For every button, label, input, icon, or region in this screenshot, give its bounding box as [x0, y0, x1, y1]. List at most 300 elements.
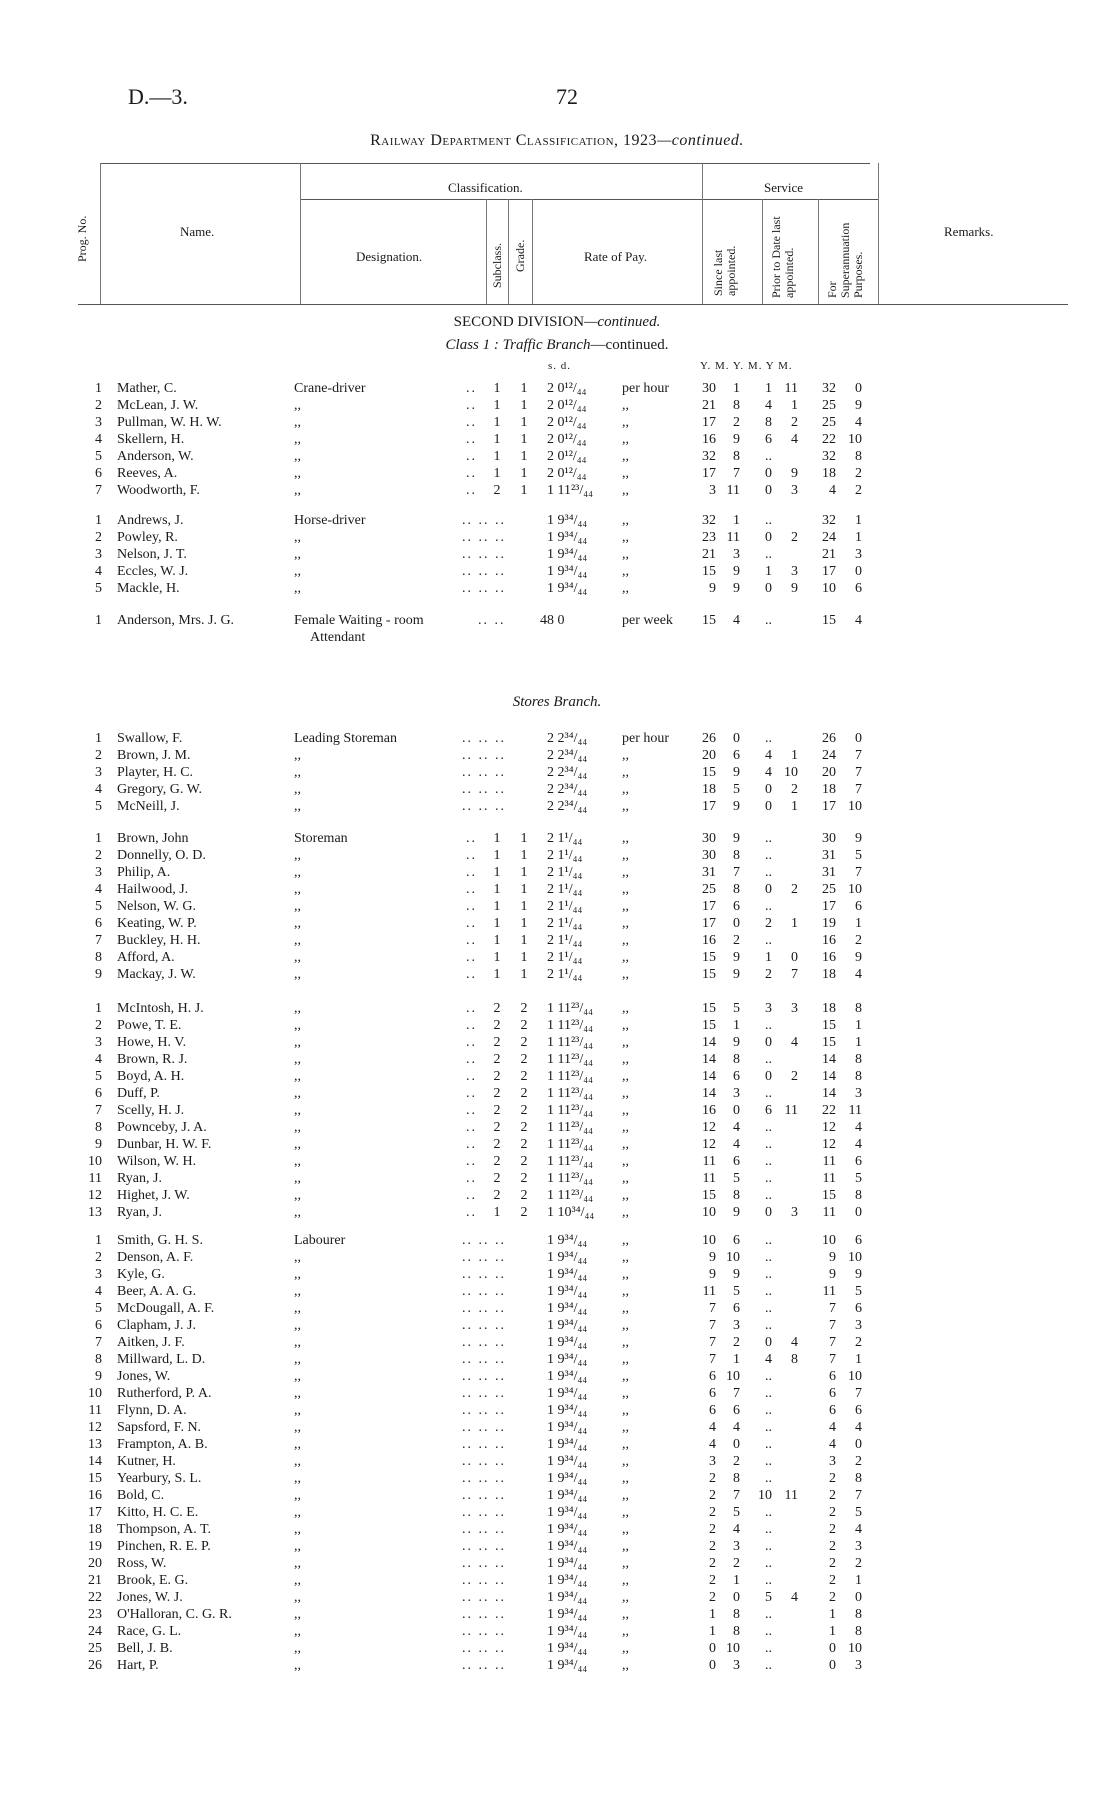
- prior-years: 2: [765, 916, 772, 931]
- prog-no: 23: [88, 1607, 102, 1622]
- employee-name: Denson, A. F.: [117, 1250, 194, 1265]
- since-last-months: 2: [733, 415, 740, 430]
- super-years: 2: [829, 1573, 836, 1588]
- pay-period: ,,: [622, 432, 629, 447]
- table-row: [0, 1351, 1114, 1368]
- since-last-months: 5: [733, 1171, 740, 1186]
- super-months: 7: [855, 765, 862, 780]
- stores-branch-title: Stores Branch.: [512, 694, 602, 710]
- pay-units: s. d.: [548, 360, 572, 372]
- prior-months: 9: [791, 581, 798, 596]
- designation: ,,: [294, 916, 301, 931]
- super-months: 7: [855, 865, 862, 880]
- rate-of-pay: 1 9³⁴/₄₄: [547, 1505, 588, 1520]
- leader-dots: ..: [466, 1188, 477, 1203]
- rate-of-pay: 1 9³⁴/₄₄: [547, 1641, 588, 1656]
- employee-name: McNeill, J.: [117, 799, 180, 814]
- employee-name: Nelson, W. G.: [117, 899, 196, 914]
- table-row: [0, 1368, 1114, 1385]
- super-years: 2: [829, 1539, 836, 1554]
- prog-no: 3: [95, 415, 102, 430]
- leader-dots: .. .. ..: [462, 1284, 506, 1299]
- prog-no: 8: [95, 950, 102, 965]
- super-months: 8: [855, 1069, 862, 1084]
- table-row: [0, 482, 1114, 499]
- leader-dots: .. .. ..: [462, 731, 506, 746]
- prior-years: ..: [765, 1137, 772, 1152]
- subclass: 1: [493, 398, 501, 413]
- prior-years: ..: [765, 1539, 772, 1554]
- table-row: [0, 847, 1114, 864]
- prog-no: 25: [88, 1641, 102, 1656]
- rate-of-pay: 1 10³⁴/₄₄: [547, 1205, 595, 1220]
- leader-dots: ..: [466, 1001, 477, 1016]
- prior-years: ..: [765, 1120, 772, 1135]
- super-months: 3: [855, 547, 862, 562]
- rate-of-pay: 2 2³⁴/₄₄: [547, 748, 588, 763]
- since-last-months: 0: [733, 916, 740, 931]
- rate-of-pay: 2 0¹²/₄₄: [547, 432, 587, 447]
- leader-dots: ..: [466, 916, 477, 931]
- since-last-years: 17: [702, 916, 716, 931]
- rate-of-pay: 1 9³⁴/₄₄: [547, 1471, 588, 1486]
- super-months: 5: [855, 1171, 862, 1186]
- super-months: 1: [855, 916, 862, 931]
- subclass: 2: [493, 1001, 501, 1016]
- table-row: [0, 1153, 1114, 1170]
- prior-months: 2: [791, 530, 798, 545]
- super-years: 2: [829, 1522, 836, 1537]
- super-years: 9: [829, 1250, 836, 1265]
- super-months: 9: [855, 950, 862, 965]
- super-years: 6: [829, 1403, 836, 1418]
- leader-dots: .. .. ..: [462, 1420, 506, 1435]
- subclass: 1: [493, 1205, 501, 1220]
- designation: Leading Storeman: [294, 731, 398, 746]
- leader-dots: ..: [466, 1052, 477, 1067]
- since-last-years: 11: [702, 1284, 716, 1299]
- prog-no: 24: [88, 1624, 102, 1639]
- since-last-years: 2: [709, 1573, 716, 1588]
- since-last-years: 14: [702, 1052, 716, 1067]
- designation: ,,: [294, 1052, 301, 1067]
- prior-years: ..: [765, 731, 772, 746]
- rate-of-pay: 1 9³⁴/₄₄: [547, 1573, 588, 1588]
- table-row: [0, 1051, 1114, 1068]
- designation: ,,: [294, 882, 301, 897]
- super-years: 22: [822, 1103, 836, 1118]
- since-last-years: 2: [709, 1556, 716, 1571]
- since-last-years: 2: [709, 1539, 716, 1554]
- leader-dots: ..: [466, 865, 477, 880]
- rate-of-pay: 1 9³⁴/₄₄: [547, 1658, 588, 1673]
- leader-dots: .. .. ..: [462, 1250, 506, 1265]
- since-last-months: 3: [733, 1318, 740, 1333]
- super-months: 8: [855, 1624, 862, 1639]
- employee-name: Duff, P.: [117, 1086, 160, 1101]
- table-row-continued: [0, 629, 1114, 646]
- designation: ,,: [294, 1556, 301, 1571]
- pay-period: ,,: [622, 1250, 629, 1265]
- prior-years: ..: [765, 1573, 772, 1588]
- since-last-years: 20: [702, 748, 716, 763]
- superannuation-header: For Superannuation Purposes.: [825, 222, 865, 298]
- pay-period: ,,: [622, 1267, 629, 1282]
- since-last-months: 0: [733, 1437, 740, 1452]
- since-last-months: 4: [733, 1522, 740, 1537]
- prog-no: 5: [95, 581, 102, 596]
- since-last-years: 21: [702, 398, 716, 413]
- subclass-header: Subclass.: [490, 243, 504, 288]
- rate-of-pay: 1 9³⁴/₄₄: [547, 1267, 588, 1282]
- employee-name: Anderson, W.: [117, 449, 194, 464]
- employee-name: Flynn, D. A.: [117, 1403, 187, 1418]
- subclass: 1: [493, 381, 501, 396]
- super-months: 10: [848, 1641, 862, 1656]
- employee-name: Mackle, H.: [117, 581, 180, 596]
- rate-of-pay: 1 11²³/₄₄: [547, 1069, 594, 1084]
- employee-name: Mather, C.: [117, 381, 177, 396]
- super-years: 17: [822, 564, 836, 579]
- since-last-months: 8: [733, 1188, 740, 1203]
- table-row: [0, 1657, 1114, 1674]
- leader-dots: .. .. ..: [462, 530, 506, 545]
- pay-period: ,,: [622, 1188, 629, 1203]
- super-years: 10: [822, 1233, 836, 1248]
- super-years: 2: [829, 1505, 836, 1520]
- subclass: 1: [493, 831, 501, 846]
- prior-years: ..: [765, 1471, 772, 1486]
- rate-of-pay: 1 9³⁴/₄₄: [547, 1318, 588, 1333]
- rate-of-pay: 1 9³⁴/₄₄: [547, 1590, 588, 1605]
- prog-no: 5: [95, 449, 102, 464]
- division-heading: [0, 314, 1114, 331]
- since-last-months: 9: [733, 765, 740, 780]
- employee-name: Anderson, Mrs. J. G.: [117, 613, 235, 628]
- pay-period: ,,: [622, 466, 629, 481]
- rate-of-pay: 1 9³⁴/₄₄: [547, 1522, 588, 1537]
- designation: ,,: [294, 1573, 301, 1588]
- since-last-years: 21: [702, 547, 716, 562]
- pay-period: ,,: [622, 564, 629, 579]
- prior-years: ..: [765, 1301, 772, 1316]
- employee-name: Clapham, J. J.: [117, 1318, 196, 1333]
- super-years: 18: [822, 466, 836, 481]
- since-last-years: 4: [709, 1420, 716, 1435]
- designation: ,,: [294, 950, 301, 965]
- prog-no: 22: [88, 1590, 102, 1605]
- super-years: 32: [822, 449, 836, 464]
- employee-name: Scelly, H. J.: [117, 1103, 185, 1118]
- super-months: 0: [855, 1590, 862, 1605]
- table-row: [0, 1119, 1114, 1136]
- leader-dots: .. .. ..: [462, 1522, 506, 1537]
- prog-no: 8: [95, 1352, 102, 1367]
- employee-name: Ryan, J.: [117, 1171, 162, 1186]
- since-last-years: 2: [709, 1522, 716, 1537]
- prior-years: ..: [765, 1522, 772, 1537]
- prog-no: 21: [88, 1573, 102, 1588]
- prog-no: 3: [95, 865, 102, 880]
- grade: 2: [520, 1171, 528, 1186]
- table-row: [0, 1555, 1114, 1572]
- subclass: 2: [493, 1018, 501, 1033]
- super-months: 6: [855, 1154, 862, 1169]
- subclass: 2: [493, 1086, 501, 1101]
- rate-of-pay: 1 9³⁴/₄₄: [547, 1233, 588, 1248]
- super-months: 6: [855, 899, 862, 914]
- super-years: 2: [829, 1590, 836, 1605]
- since-last-months: 10: [726, 1250, 740, 1265]
- pay-period: ,,: [622, 848, 629, 863]
- rate-of-pay: 1 11²³/₄₄: [547, 1035, 594, 1050]
- super-years: 15: [822, 1035, 836, 1050]
- prior-months: 4: [791, 1335, 798, 1350]
- prog-no: 4: [95, 782, 102, 797]
- table-row: [0, 1470, 1114, 1487]
- since-last-months: 9: [733, 432, 740, 447]
- super-months: 4: [855, 1420, 862, 1435]
- table-row: [0, 1436, 1114, 1453]
- pay-period: ,,: [622, 1018, 629, 1033]
- rate-of-pay: 1 9³⁴/₄₄: [547, 1301, 588, 1316]
- super-years: 7: [829, 1318, 836, 1333]
- prior-years: ..: [765, 1454, 772, 1469]
- since-last-months: 2: [733, 1335, 740, 1350]
- stores-branch-heading: [0, 694, 1114, 711]
- designation: ,,: [294, 1018, 301, 1033]
- super-years: 17: [822, 799, 836, 814]
- since-last-years: 6: [709, 1386, 716, 1401]
- leader-dots: .. .. ..: [462, 1505, 506, 1520]
- pay-period: ,,: [622, 1086, 629, 1101]
- rate-of-pay: 2 2³⁴/₄₄: [547, 765, 588, 780]
- subclass: 2: [493, 1069, 501, 1084]
- super-months: 8: [855, 1052, 862, 1067]
- employee-name: Playter, H. C.: [117, 765, 194, 780]
- super-months: 1: [855, 530, 862, 545]
- page-title: [0, 132, 1114, 150]
- prog-no: 1: [95, 831, 102, 846]
- prior-years: ..: [765, 831, 772, 846]
- super-months: 8: [855, 449, 862, 464]
- super-months: 10: [848, 1250, 862, 1265]
- since-last-months: 3: [733, 1539, 740, 1554]
- designation: ,,: [294, 1471, 301, 1486]
- super-months: 10: [848, 799, 862, 814]
- since-last-months: 9: [733, 1205, 740, 1220]
- pay-period: ,,: [622, 1607, 629, 1622]
- super-months: 2: [855, 1556, 862, 1571]
- designation: Horse-driver: [294, 513, 366, 528]
- pay-period: ,,: [622, 1120, 629, 1135]
- table-row: [0, 932, 1114, 949]
- pay-period: ,,: [622, 1154, 629, 1169]
- pay-period: ,,: [622, 1335, 629, 1350]
- leader-dots: ..: [466, 1035, 477, 1050]
- subclass: 1: [493, 967, 501, 982]
- employee-name: Pinchen, R. E. P.: [117, 1539, 211, 1554]
- super-months: 0: [855, 731, 862, 746]
- since-last-years: 2: [709, 1471, 716, 1486]
- pay-period: ,,: [622, 513, 629, 528]
- grade: 1: [520, 848, 528, 863]
- rate-of-pay: 1 11²³/₄₄: [547, 1086, 594, 1101]
- since-last-years: 23: [702, 530, 716, 545]
- designation: ,,: [294, 1403, 301, 1418]
- prior-months: 3: [791, 483, 798, 498]
- designation: ,,: [294, 1539, 301, 1554]
- super-months: 4: [855, 1522, 862, 1537]
- super-years: 15: [822, 613, 836, 628]
- since-last-years: 14: [702, 1069, 716, 1084]
- pay-period: ,,: [622, 933, 629, 948]
- super-months: 1: [855, 1352, 862, 1367]
- prog-no: 4: [95, 882, 102, 897]
- table-row: [0, 1606, 1114, 1623]
- table-row: [0, 512, 1114, 529]
- grade: 1: [520, 398, 528, 413]
- table-row: [0, 1538, 1114, 1555]
- employee-name: Highet, J. W.: [117, 1188, 190, 1203]
- subclass: 1: [493, 848, 501, 863]
- rate-of-pay: 2 1¹/₄₄: [547, 848, 583, 863]
- name-header: Name.: [180, 224, 215, 239]
- prog-no: 6: [95, 466, 102, 481]
- super-years: 11: [822, 1154, 836, 1169]
- since-last-months: 8: [733, 1471, 740, 1486]
- prior-years: ..: [765, 449, 772, 464]
- super-months: 8: [855, 1607, 862, 1622]
- table-row: [0, 881, 1114, 898]
- employee-name: Smith, G. H. S.: [117, 1233, 203, 1248]
- table-row: [0, 1000, 1114, 1017]
- super-months: 9: [855, 831, 862, 846]
- document-code: D.—3.: [128, 84, 188, 109]
- employee-name: Gregory, G. W.: [117, 782, 203, 797]
- prog-no: 3: [95, 765, 102, 780]
- leader-dots: ..: [466, 950, 477, 965]
- super-months: 4: [855, 415, 862, 430]
- super-years: 14: [822, 1069, 836, 1084]
- super-months: 2: [855, 483, 862, 498]
- since-last-months: 9: [733, 967, 740, 982]
- subclass: 1: [493, 899, 501, 914]
- leader-dots: ..: [466, 1154, 477, 1169]
- employee-name: Kitto, H. C. E.: [117, 1505, 199, 1520]
- leader-dots: .. .. ..: [462, 1301, 506, 1316]
- super-months: 10: [848, 1369, 862, 1384]
- since-last-years: 7: [709, 1301, 716, 1316]
- employee-name: Wilson, W. H.: [117, 1154, 197, 1169]
- rate-of-pay: 1 9³⁴/₄₄: [547, 1624, 588, 1639]
- pay-period: ,,: [622, 1035, 629, 1050]
- since-last-months: 5: [733, 1505, 740, 1520]
- employee-name: Sapsford, F. N.: [117, 1420, 202, 1435]
- subclass: 2: [493, 1154, 501, 1169]
- employee-name: Powe, T. E.: [117, 1018, 182, 1033]
- designation: ,,: [294, 1120, 301, 1135]
- employee-name: Bold, C.: [117, 1488, 165, 1503]
- employee-name: Donnelly, O. D.: [117, 848, 206, 863]
- rate-of-pay: 1 11²³/₄₄: [547, 1052, 594, 1067]
- leader-dots: .. .. ..: [462, 1573, 506, 1588]
- since-last-years: 31: [702, 865, 716, 880]
- employee-name: Howe, H. V.: [117, 1035, 187, 1050]
- designation: ,,: [294, 1086, 301, 1101]
- employee-name: Pullman, W. H. W.: [117, 415, 222, 430]
- since-last-months: 9: [733, 1267, 740, 1282]
- employee-name: Hart, P.: [117, 1658, 159, 1673]
- grade: 1: [520, 415, 528, 430]
- designation: ,,: [294, 547, 301, 562]
- rate-of-pay: 1 9³⁴/₄₄: [547, 1607, 588, 1622]
- prior-years: 1: [765, 950, 772, 965]
- subclass: 1: [493, 415, 501, 430]
- employee-name: McIntosh, H. J.: [117, 1001, 204, 1016]
- rate-of-pay: 1 9³⁴/₄₄: [547, 1488, 588, 1503]
- employee-name: Hailwood, J.: [117, 882, 189, 897]
- prog-no: 2: [95, 748, 102, 763]
- super-years: 7: [829, 1352, 836, 1367]
- since-last-months: 3: [733, 547, 740, 562]
- prior-months: 7: [791, 967, 798, 982]
- since-last-years: 7: [709, 1335, 716, 1350]
- employee-name: Jones, W.: [117, 1369, 171, 1384]
- employee-name: Race, G. L.: [117, 1624, 182, 1639]
- prior-years: 0: [765, 1069, 772, 1084]
- super-months: 0: [855, 381, 862, 396]
- title-continued: —continued.: [657, 132, 744, 149]
- prog-no: 26: [88, 1658, 102, 1673]
- prog-no: 9: [95, 1369, 102, 1384]
- super-months: 3: [855, 1539, 862, 1554]
- since-last-months: 6: [733, 748, 740, 763]
- grade: 1: [520, 449, 528, 464]
- rate-of-pay: 2 2³⁴/₄₄: [547, 731, 588, 746]
- designation: ,,: [294, 1369, 301, 1384]
- pay-period: ,,: [622, 1420, 629, 1435]
- super-years: 3: [829, 1454, 836, 1469]
- pay-period: ,,: [622, 398, 629, 413]
- prog-no: 19: [88, 1539, 102, 1554]
- prior-years: ..: [765, 1641, 772, 1656]
- prog-no: 10: [88, 1386, 102, 1401]
- rate-of-pay: 1 11²³/₄₄: [547, 1001, 594, 1016]
- pay-period: ,,: [622, 449, 629, 464]
- super-months: 8: [855, 1471, 862, 1486]
- prior-years: ..: [765, 513, 772, 528]
- table-row: [0, 764, 1114, 781]
- prior-years: ..: [765, 1505, 772, 1520]
- since-last-months: 6: [733, 1069, 740, 1084]
- leader-dots: .. .. ..: [462, 1658, 506, 1673]
- since-last-months: 5: [733, 782, 740, 797]
- prior-years: 0: [765, 799, 772, 814]
- grade: 1: [520, 950, 528, 965]
- prog-no: 4: [95, 432, 102, 447]
- pay-period: ,,: [622, 415, 629, 430]
- since-last-months: 5: [733, 1001, 740, 1016]
- since-last-years: 1: [709, 1607, 716, 1622]
- pay-period: per week: [622, 613, 673, 628]
- rate-of-pay: 1 9³⁴/₄₄: [547, 1352, 588, 1367]
- table-row: [0, 898, 1114, 915]
- table-row: [0, 529, 1114, 546]
- since-last-years: 25: [702, 882, 716, 897]
- leader-dots: .. .. ..: [462, 1607, 506, 1622]
- since-last-years: 12: [702, 1137, 716, 1152]
